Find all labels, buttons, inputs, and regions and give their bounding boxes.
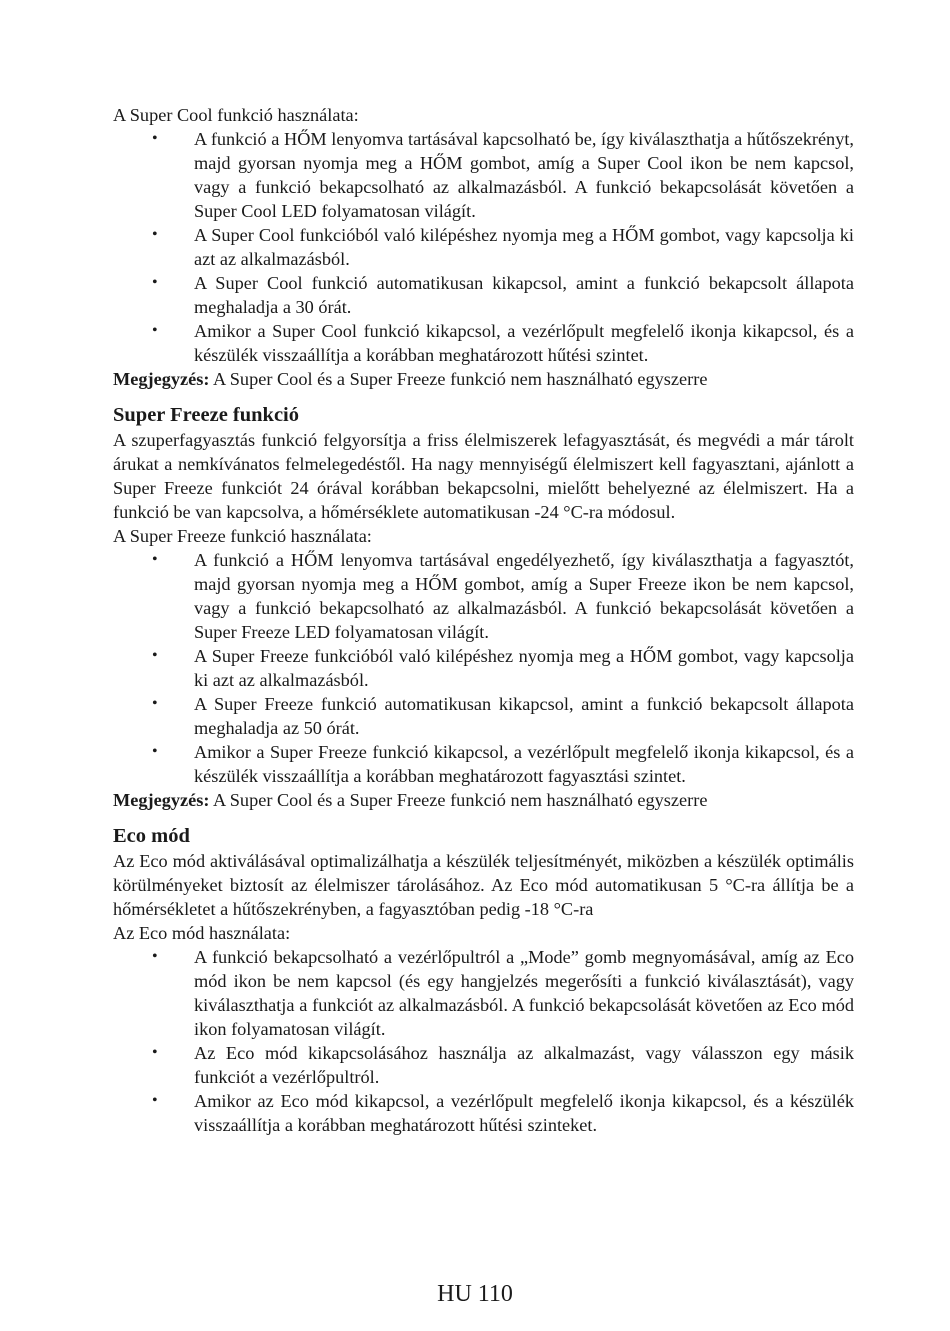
list-item-text: Amikor a Super Freeze funkció kikapcsol, a vezérlőpult megfelelő ikonja kikapcsol, és a készülék visszaállítja a korábban meghatározott fagyasztási szintet.	[194, 742, 854, 786]
list-item-text: A Super Freeze funkció automatikusan kikapcsol, amint a funkció bekapcsolt állapota meghaladja az 50 órát.	[194, 694, 854, 738]
super-freeze-usage-intro: A Super Freeze funkció használata:	[113, 526, 372, 546]
bullet-icon: •	[152, 695, 158, 712]
list-item	[152, 1041, 854, 1089]
note-label: Megjegyzés:	[113, 369, 210, 389]
list-item-text: A Super Freeze funkcióból való kilépéshez nyomja meg a HŐM gombot, vagy kapcsolja ki azt az alkalmazásból.	[194, 646, 854, 690]
eco-mode-usage-intro: Az Eco mód használata:	[113, 923, 291, 943]
bullet-icon: •	[152, 1092, 158, 1109]
super-freeze-section	[113, 402, 854, 812]
eco-mode-section	[113, 823, 854, 1137]
list-item	[152, 945, 854, 1041]
list-item-text: Az Eco mód kikapcsolásához használja az alkalmazást, vagy válasszon egy másik funkciót a vezérlőpultról.	[194, 1043, 854, 1087]
super-cool-note	[113, 367, 854, 391]
super-cool-usage-intro: A Super Cool funkció használata:	[113, 105, 359, 125]
list-item	[152, 223, 854, 271]
bullet-icon: •	[152, 551, 158, 568]
page-number: HU 110	[437, 1281, 513, 1307]
list-item	[152, 740, 854, 788]
super-freeze-heading: Super Freeze funkció	[113, 404, 300, 426]
list-item	[152, 319, 854, 367]
list-item	[152, 271, 854, 319]
bullet-icon: •	[152, 274, 158, 291]
super-freeze-note	[113, 788, 854, 812]
note-text: A Super Cool és a Super Freeze funkció nem használható egyszerre	[209, 790, 708, 810]
list-item-text: A funkció a HŐM lenyomva tartásával kapcsolható be, így kiválaszthatja a hűtőszekrényt, majd gyorsan nyomja meg a HŐM gombot, amíg a Super Cool ikon be nem kapcsol, vagy a funkció bekapcsolható az alkalmazásból. A funkció bekapcsolását követően a Super Cool LED folyamatosan világít.	[194, 129, 854, 221]
bullet-icon: •	[152, 1044, 158, 1061]
list-item	[152, 548, 854, 644]
super-cool-section	[113, 103, 854, 391]
list-item	[152, 1089, 854, 1137]
eco-mode-description: Az Eco mód aktiválásával optimalizálhatja a készülék teljesítményét, miközben a készülék optimális körülményeket biztosít az élelmiszer tárolásához. Az Eco mód automatikusan 5 °C-ra állítja be a hőmérsékletet a hűtőszekrényben, a fagyasztóban pedig -18 °C-ra	[113, 851, 854, 919]
bullet-icon: •	[152, 322, 158, 339]
document-page	[113, 103, 854, 1137]
list-item-text: A funkció bekapcsolható a vezérlőpultról a „Mode” gomb megnyomásával, amíg az Eco mód ikon be nem kapcsol (és egy hangjelzés megerősíti a funkció kiválasztását), vagy kiválaszthatja a funkciót az alkalmazásból. A funkció bekapcsolását követően az Eco mód ikon folyamatosan világít.	[194, 947, 854, 1039]
list-item-text: A Super Cool funkció automatikusan kikapcsol, amint a funkció bekapcsolt állapota meghaladja a 30 órát.	[194, 273, 854, 317]
super-cool-bullet-list	[113, 127, 854, 367]
note-text: A Super Cool és a Super Freeze funkció nem használható egyszerre	[209, 369, 708, 389]
super-freeze-bullet-list	[113, 548, 854, 788]
list-item-text: Amikor a Super Cool funkció kikapcsol, a vezérlőpult megfelelő ikonja kikapcsol, és a készülék visszaállítja a korábban meghatározott hűtési szintet.	[194, 321, 854, 365]
list-item-text: A Super Cool funkcióból való kilépéshez nyomja meg a HŐM gombot, vagy kapcsolja ki azt az alkalmazásból.	[194, 225, 854, 269]
list-item	[152, 127, 854, 223]
note-label: Megjegyzés:	[113, 790, 210, 810]
list-item	[152, 644, 854, 692]
bullet-icon: •	[152, 226, 158, 243]
eco-mode-bullet-list	[113, 945, 854, 1137]
super-freeze-description: A szuperfagyasztás funkció felgyorsítja a friss élelmiszerek lefagyasztását, és megvédi a már tárolt árukat a nemkívánatos felmelegedéstől. Ha nagy mennyiségű élelmiszert kell fagyasztani, ajánlott a Super Freeze funkciót 24 órával korábban bekapcsolni, mielőtt behelyezné az élelmiszert. Ha a funkció be van kapcsolva, a hőmérséklete automatikusan -24 °C-ra módosul.	[113, 430, 854, 522]
eco-mode-heading: Eco mód	[113, 825, 190, 847]
list-item-text: Amikor az Eco mód kikapcsol, a vezérlőpult megfelelő ikonja kikapcsol, és a készülék visszaállítja a korábban meghatározott hűtési szinteket.	[194, 1091, 854, 1135]
bullet-icon: •	[152, 948, 158, 965]
bullet-icon: •	[152, 647, 158, 664]
bullet-icon: •	[152, 130, 158, 147]
list-item	[152, 692, 854, 740]
bullet-icon: •	[152, 743, 158, 760]
list-item-text: A funkció a HŐM lenyomva tartásával engedélyezhető, így kiválaszthatja a fagyasztót, majd gyorsan nyomja meg a HŐM gombot, amíg a Super Freeze ikon be nem kapcsol, vagy a funkció bekapcsolható az alkalmazásból. A funkció bekapcsolását követően a Super Freeze LED folyamatosan világít.	[194, 550, 854, 642]
